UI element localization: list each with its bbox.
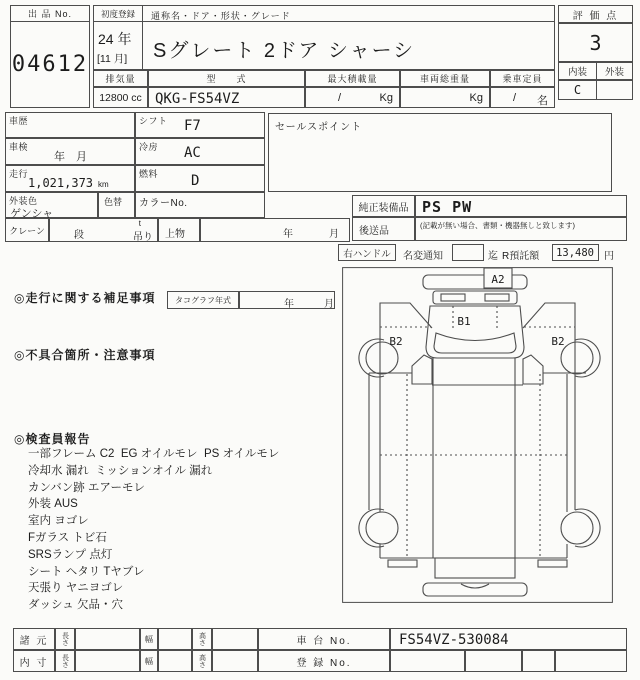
first-reg-header: [93, 5, 143, 22]
capacity-value: [490, 87, 555, 108]
displacement-text: 12800 cc: [99, 91, 142, 104]
inspector-heading: ◎検査員報告: [14, 432, 91, 446]
color-change-cell: [98, 192, 135, 218]
lot-no-header-label: 出 品 No.: [27, 9, 72, 19]
interior-grade: [558, 80, 597, 100]
shift-cell: [135, 112, 265, 138]
inner-width-label-cell: [140, 650, 158, 672]
spec-length-label-cell: [55, 628, 75, 650]
reg-no-cell-4: [555, 650, 627, 672]
reg-no-label-cell: [258, 650, 390, 672]
tacho-label: タコグラフ年式: [175, 295, 231, 305]
max-load-header: [305, 70, 400, 87]
inspector-line: 天張り ヤニヨゴレ: [28, 582, 124, 595]
name-change-box: [452, 244, 484, 261]
mileage-unit: km: [98, 180, 109, 189]
inner-height-label-cell: [192, 650, 212, 672]
tacho-value-cell: [239, 291, 335, 309]
displacement-header: [93, 70, 148, 87]
capacity-header: [490, 70, 555, 87]
uwamono-value-cell: [200, 218, 350, 242]
exterior-grade: [596, 80, 633, 100]
inspection-value: 年 月: [54, 151, 87, 163]
gross-weight-header: [400, 70, 490, 87]
kousouhin-label-cell: [352, 217, 415, 241]
mileage-label: 走行: [9, 169, 29, 179]
inner-length-label-cell: [55, 650, 75, 672]
inspector-report-list: [28, 446, 333, 614]
width-label: 幅: [145, 634, 153, 644]
tacho-month: 月: [324, 299, 334, 310]
inner-width-value-cell: [158, 650, 192, 672]
length-label: 長さ: [61, 632, 69, 646]
inner-label: 内 寸: [19, 657, 49, 669]
spec-width-label-cell: [140, 628, 158, 650]
score-text: 3: [589, 30, 602, 55]
exterior-header: [596, 62, 633, 80]
diagram-label-a2: A2: [491, 273, 505, 286]
mileage-cell: [5, 165, 135, 192]
kousouhin-label: 後送品: [359, 226, 389, 237]
reg-no-cell-1: [390, 650, 465, 672]
yen-label: 円: [604, 251, 614, 262]
inspection-cell: [5, 138, 135, 165]
capacity-header-label: 乗車定員: [502, 74, 543, 84]
inspector-line: 室内 ヨゴレ: [28, 515, 89, 528]
rhd-label: 右ハンドル: [343, 248, 391, 260]
kousouhin-note-cell: [415, 217, 627, 241]
body-color-cell: [5, 192, 98, 218]
spec-height-label-cell: [192, 628, 212, 650]
crane-tsuri-label: 吊り: [133, 232, 153, 243]
uwamono-label-cell: [158, 218, 200, 242]
diagram-label-b2-right: B2: [551, 335, 565, 348]
diagram-label-b1: B1: [457, 315, 471, 328]
capacity-unit: 名: [537, 95, 548, 107]
reg-no-cell-3: [522, 650, 555, 672]
deposit-label: R預託額: [502, 251, 540, 262]
length-label: 長さ: [61, 654, 69, 668]
uwamono-year: 年: [283, 229, 293, 240]
vehicle-diagram: [342, 267, 613, 603]
inspector-line: 一部フレーム C2 EG オイルモレ PS オイルモレ: [28, 448, 280, 460]
reg-no-label: 登 録 No.: [296, 657, 352, 669]
chassis-no-label: 車 台 No.: [296, 635, 352, 647]
vehicle-name-header: [142, 5, 555, 22]
inspector-line: 外装 AUS: [28, 498, 78, 511]
lot-no-value: [10, 21, 90, 108]
shift-label: シフト: [139, 116, 168, 126]
mileage-value: 1,021,373: [28, 176, 94, 190]
inspector-line: Fガラス トビ石: [28, 531, 107, 544]
inspector-line: SRSランプ 点灯: [28, 548, 113, 561]
inspection-label: 車検: [9, 142, 29, 152]
inner-label-cell: [13, 650, 55, 672]
height-label: 高さ: [198, 654, 206, 668]
fuel-label: 燃料: [139, 169, 159, 179]
vehicle-name-header-label: 通称名・ドア・形状・グレード: [151, 11, 291, 21]
inner-height-value-cell: [212, 650, 258, 672]
defect-heading: ◎不具合箇所・注意事項: [14, 348, 156, 362]
fuel-value: D: [191, 173, 200, 189]
max-load-value: [305, 87, 400, 108]
equipment-value: PS PW: [422, 198, 473, 216]
tacho-label-cell: [167, 291, 239, 309]
rhd-box: [338, 244, 396, 261]
diagram-label-b2-left: B2: [389, 335, 403, 348]
crane-dan-label: 段: [74, 230, 84, 241]
model-text: QKG-FS54VZ: [155, 91, 240, 107]
max-load-slash: /: [338, 92, 342, 104]
fuel-cell: [135, 165, 265, 192]
chassis-no-value: FS54VZ-530084: [399, 632, 509, 648]
first-reg-header-label: 初度登録: [100, 8, 135, 19]
score-header-label: 評 価 点: [572, 10, 619, 22]
body-color-label: 外装色: [9, 196, 38, 206]
color-change-label: 色替: [104, 197, 123, 207]
crane-spec-cell: [49, 218, 158, 242]
width-label: 幅: [145, 656, 153, 666]
gross-weight-header-label: 車両総重量: [419, 74, 470, 84]
displacement-value: [93, 87, 148, 108]
inspector-line: カンバン跡 エアーモレ: [28, 481, 146, 494]
equipment-label-cell: [352, 195, 415, 217]
max-load-unit: Kg: [379, 92, 393, 104]
gross-weight-unit: Kg: [469, 92, 483, 104]
inspector-line: ダッシュ 欠品・穴: [28, 599, 123, 612]
model-header-label: 型 式: [206, 74, 247, 84]
body-color-value: ゲンシャ: [10, 208, 54, 220]
sales-point-label: セールスポイント: [275, 122, 363, 133]
vehicle-name-text: Sグレート 2ドア シャーシ: [153, 40, 416, 62]
made-label: 迄: [488, 251, 498, 262]
supplement-heading: ◎走行に関する補足事項: [14, 291, 156, 305]
first-reg-value: [93, 21, 143, 70]
history-cell: [5, 112, 135, 138]
color-no-cell: [135, 192, 265, 218]
crane-t-label: t: [138, 219, 141, 228]
chassis-no-value-cell: [390, 628, 627, 650]
interior-grade-text: C: [573, 83, 582, 97]
first-reg-month: [11 月]: [97, 53, 128, 65]
first-reg-year: 24 年: [98, 31, 132, 47]
inspector-line: 冷却水 漏れ ミッションオイル 漏れ: [28, 464, 213, 477]
name-change-label: 名変通知: [403, 251, 443, 262]
inner-length-value-cell: [75, 650, 140, 672]
ac-label: 冷房: [139, 142, 159, 152]
interior-header: [558, 62, 597, 80]
interior-header-label: 内装: [567, 67, 587, 78]
gross-weight-value: [400, 87, 490, 108]
model-header: [148, 70, 305, 87]
exterior-header-label: 外装: [604, 67, 624, 78]
reg-no-cell-2: [465, 650, 522, 672]
spec-width-value-cell: [158, 628, 192, 650]
spec-label: 諸 元: [19, 635, 49, 647]
lot-no-header: [10, 5, 90, 22]
crane-label: クレーン: [9, 225, 45, 236]
ac-value: AC: [184, 145, 201, 161]
equipment-value-cell: [415, 195, 627, 217]
uwamono-label: 上物: [165, 229, 185, 240]
capacity-slash: /: [513, 92, 517, 104]
lot-no-text: 04612: [11, 52, 89, 77]
spec-label-cell: [13, 628, 55, 650]
score-header: [558, 5, 633, 23]
shift-value: F7: [184, 118, 201, 134]
height-label: 高さ: [198, 632, 206, 646]
deposit-box: [552, 244, 599, 261]
vehicle-name-value: [142, 21, 555, 70]
equipment-label: 純正装備品: [358, 202, 409, 214]
tacho-year: 年: [284, 299, 294, 310]
sales-point-box: [268, 113, 612, 192]
crane-label-cell: [5, 218, 49, 242]
max-load-header-label: 最大積載量: [327, 74, 378, 84]
inspector-line: シート ヘタリ Tヤブレ: [28, 565, 145, 578]
history-label: 車歴: [9, 116, 29, 126]
color-no-label: カラーNo.: [139, 198, 188, 209]
spec-length-value-cell: [75, 628, 140, 650]
ac-cell: [135, 138, 265, 165]
model-value: [148, 87, 305, 108]
deposit-value: 13,480: [556, 247, 594, 259]
spec-height-value-cell: [212, 628, 258, 650]
uwamono-month: 月: [329, 229, 339, 240]
kousouhin-note: (記載が無い場合、書類・機器無しと致します): [420, 221, 575, 230]
chassis-no-label-cell: [258, 628, 390, 650]
displacement-header-label: 排気量: [105, 74, 136, 84]
score-value: [558, 23, 633, 62]
